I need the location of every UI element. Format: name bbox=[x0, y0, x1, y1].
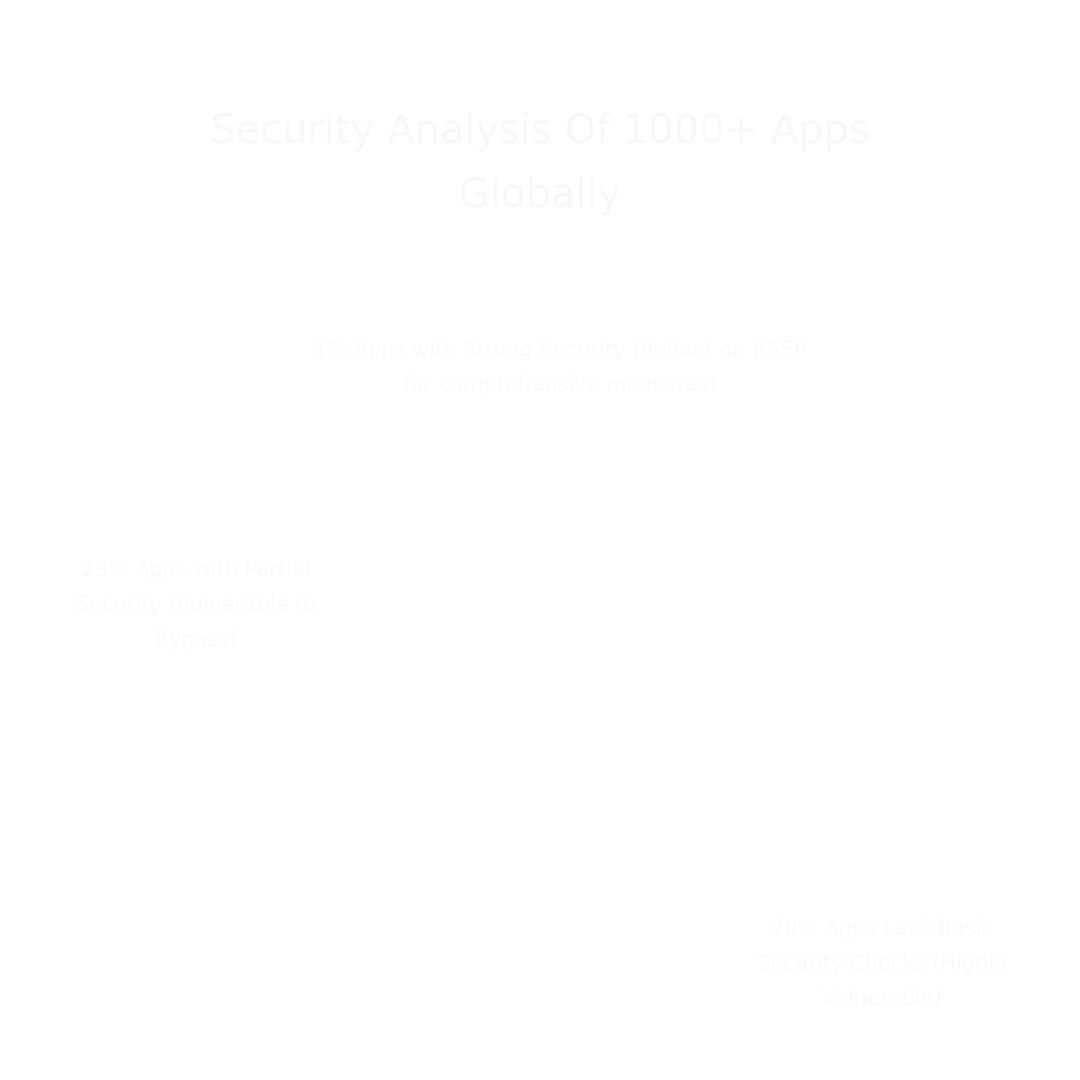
slice-label-3-line-2: Security Checks (Highly bbox=[757, 951, 1007, 975]
chart-title-line-2: Globally bbox=[458, 171, 622, 217]
chart-title-line-1: Security Analysis Of 1000+ Apps bbox=[210, 107, 870, 153]
slice-label-2-line-2: Security (Vulnerable to bbox=[75, 592, 317, 616]
pie-slices bbox=[210, 330, 870, 990]
slice-label-1-line-1: 1% Apps with Strong Security (Reliant on RASP bbox=[313, 337, 807, 361]
slice-label-2-line-3: Bypass) bbox=[154, 627, 238, 651]
slice-label-2-line-1: 29% Apps with Partial bbox=[81, 557, 311, 581]
slice-label-3-line-3: Vulnerable) bbox=[821, 986, 943, 1010]
slice-label-1-line-2: for comprehensive measures) bbox=[403, 372, 717, 396]
slice-label-3-line-1: 70% Apps Lack Basic bbox=[770, 916, 994, 940]
